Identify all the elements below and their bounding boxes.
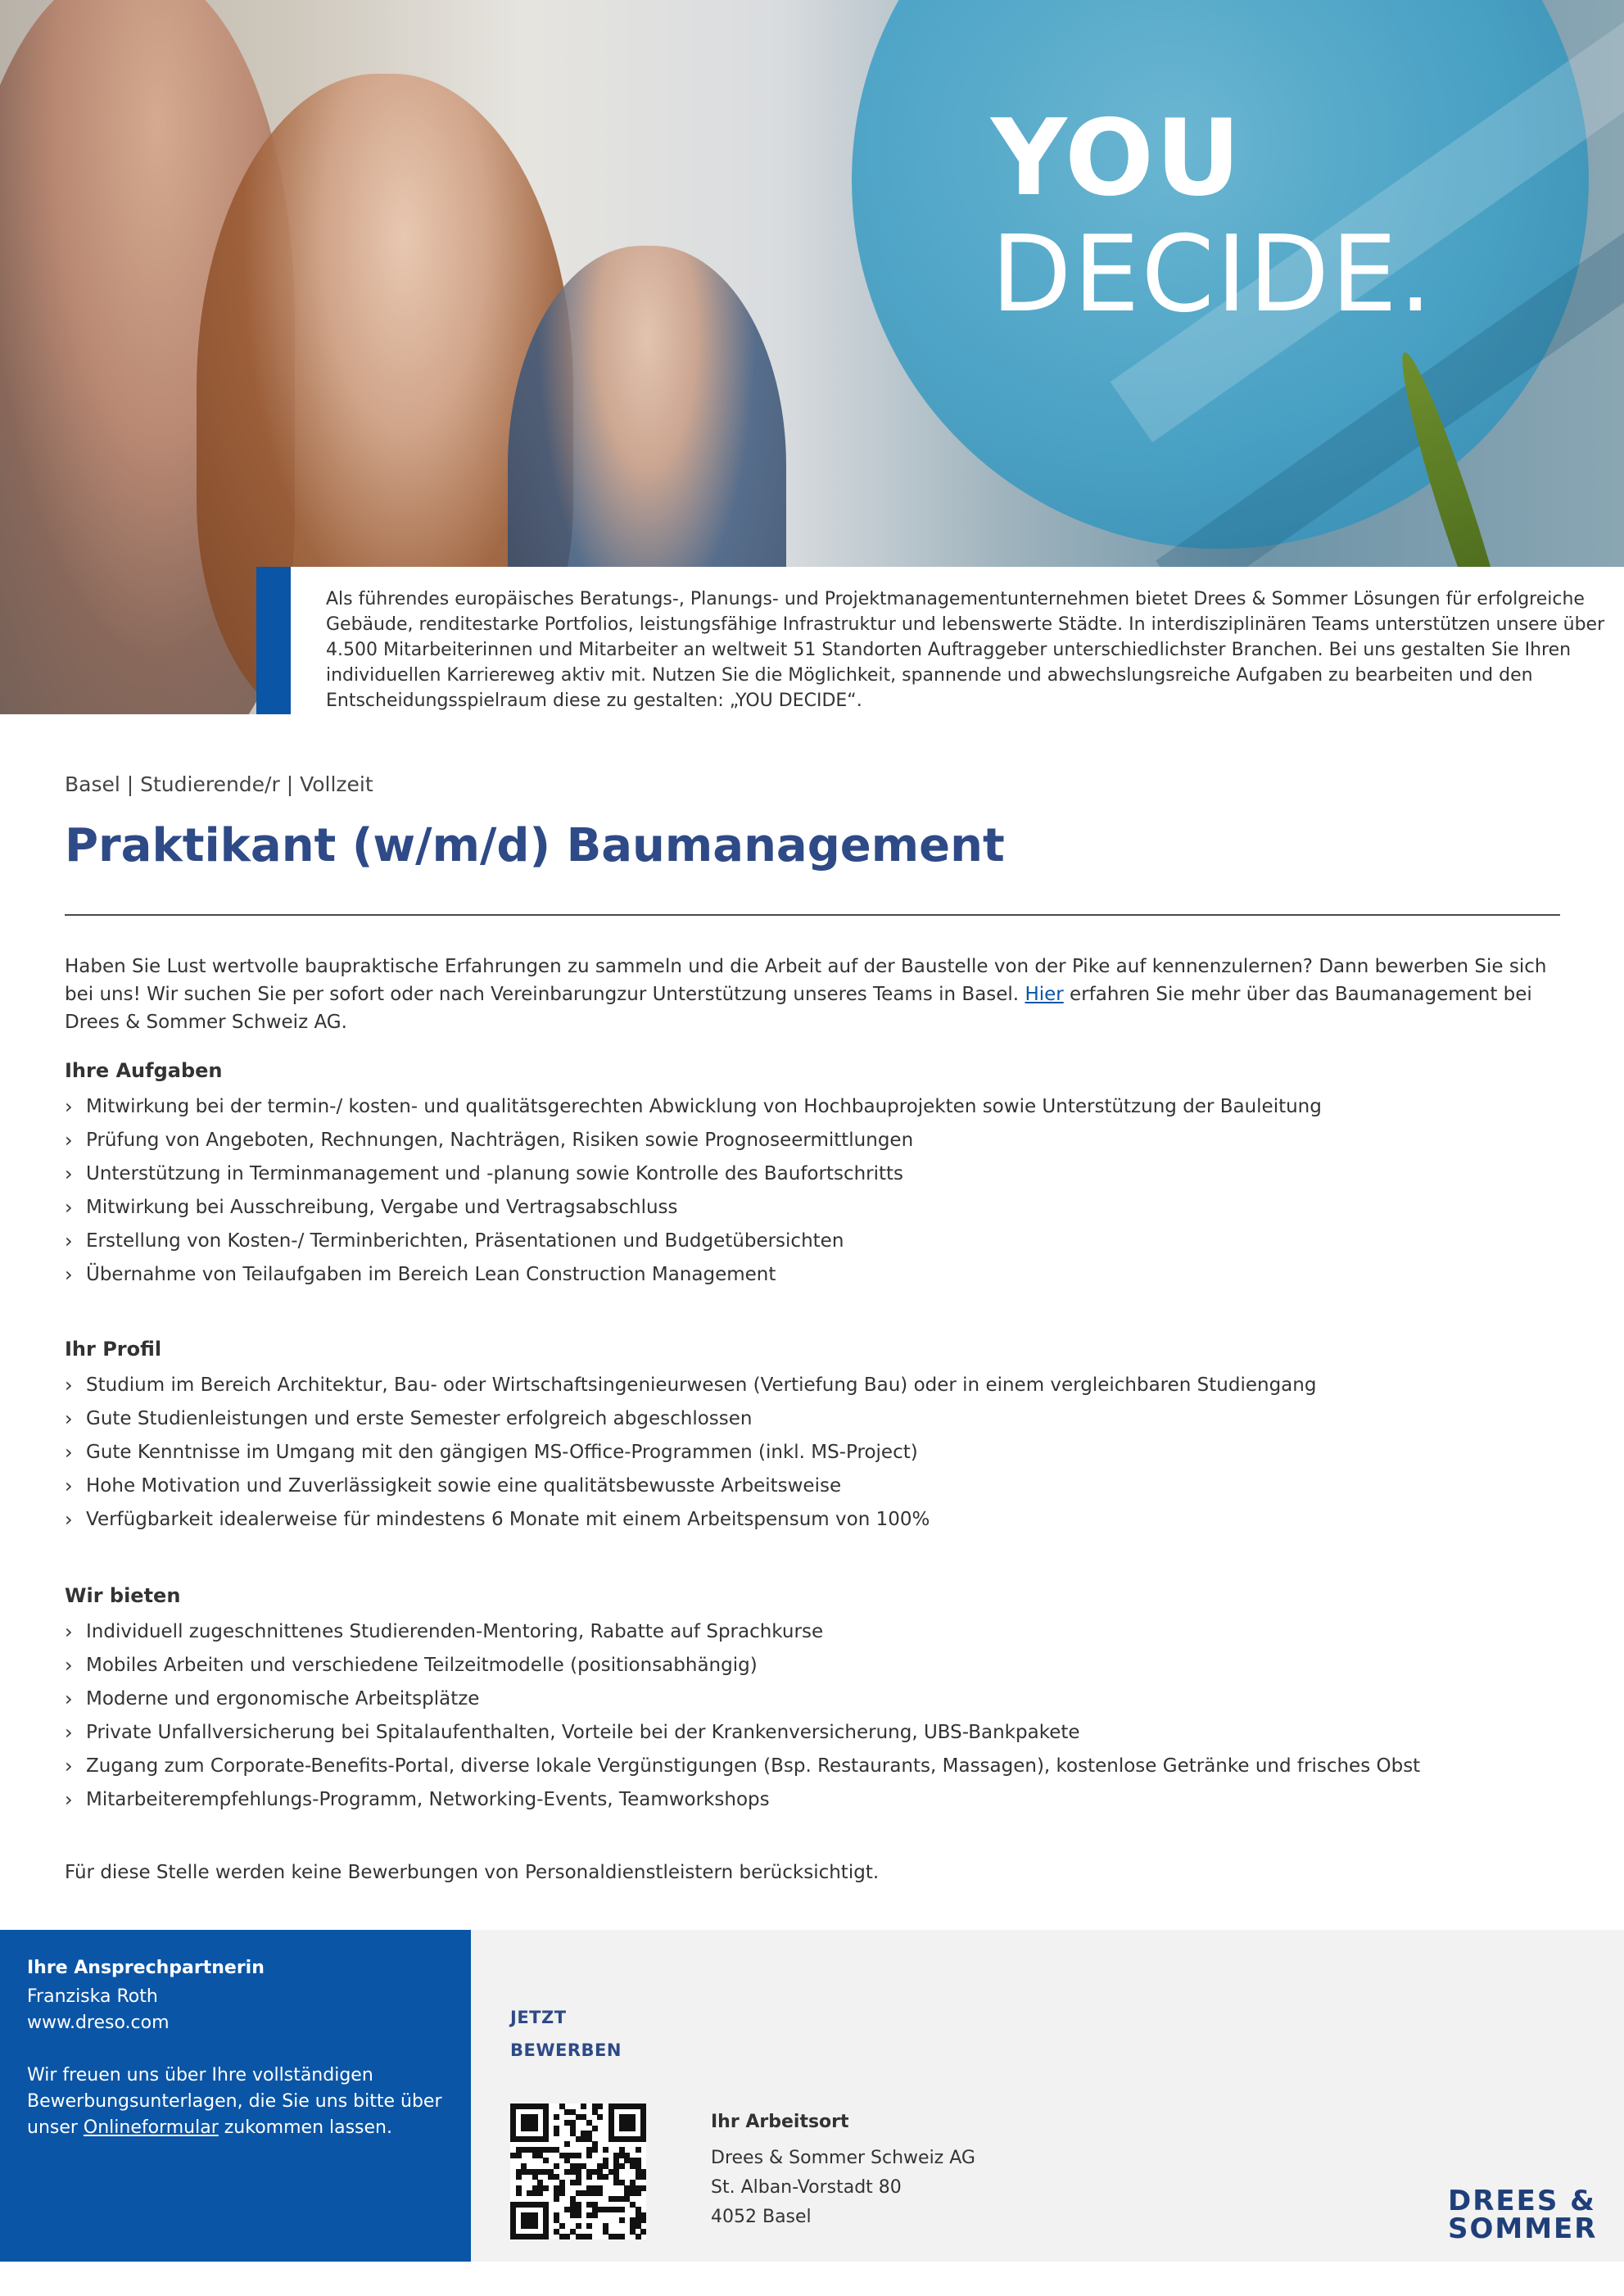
- hero-slogan-line1: YOU: [991, 97, 1242, 220]
- list-item-text: Hohe Motivation und Zuverlässigkeit sowie eine qualitätsbewusste Arbeitsweise: [86, 1475, 842, 1497]
- list-item-text: Zugang zum Corporate-Benefits-Portal, diverse lokale Vergünstigungen (Bsp. Restaurants, Massagen), kostenlose Getränke und frisches Obst: [86, 1755, 1421, 1777]
- qr-module: [640, 2136, 646, 2142]
- contact-name: Franziska Roth: [27, 1986, 158, 2007]
- list-item: [65, 1369, 1563, 1402]
- qr-module: [532, 2223, 538, 2229]
- apply-now-link[interactable]: [510, 2001, 622, 2067]
- chevron-right-icon: ›: [65, 1508, 73, 1531]
- list-item-text: Mitarbeiterempfehlungs-Programm, Networking-Events, Teamworkshops: [86, 1789, 770, 1810]
- list-item-text: Gute Kenntnisse im Umgang mit den gängigen MS-Office-Programmen (inkl. MS-Project): [86, 1442, 918, 1463]
- qr-module: [576, 2212, 581, 2218]
- lead-text-start: Haben Sie Lust wertvolle baupraktische Erfahrungen zu sammeln und die Arbeit auf der Baustelle von der Pike auf kennenzulernen? Dann bewerben Sie sich bei uns! Wir suchen Sie per sofort oder nach Vereinbarungzur Unterstützung unseres Teams in Basel.: [65, 956, 1547, 1005]
- qr-module: [630, 2126, 636, 2131]
- list-item: [65, 1225, 1563, 1258]
- contact-title: Ihre Ansprechpartnerin: [27, 1958, 265, 1978]
- qr-module: [619, 2163, 625, 2169]
- tasks-list: [65, 1090, 1563, 1292]
- chevron-right-icon: ›: [65, 1263, 73, 1286]
- drees-sommer-logo: [1448, 2187, 1597, 2243]
- chevron-right-icon: ›: [65, 1230, 73, 1252]
- tasks-heading: Ihre Aufgaben: [65, 1059, 223, 1082]
- qr-module: [576, 2153, 581, 2158]
- qr-module: [564, 2234, 570, 2239]
- list-item-text: Private Unfallversicherung bei Spitalaufenthalten, Vorteile bei der Krankenversicherung, UBS-Bankpakete: [86, 1722, 1080, 1743]
- qr-module: [603, 2174, 608, 2180]
- list-item: [65, 1436, 1563, 1470]
- profile-list: [65, 1369, 1563, 1537]
- list-item: [65, 1615, 1563, 1649]
- title-divider: [65, 914, 1560, 916]
- job-title: Praktikant (w/m/d) Baumanagement: [65, 819, 1005, 872]
- chevron-right-icon: ›: [65, 1687, 73, 1710]
- apply-line1: JETZT: [510, 2008, 567, 2027]
- logo-line2: SOMMER: [1448, 2212, 1598, 2245]
- qr-module: [636, 2234, 641, 2239]
- qr-module: [603, 2147, 608, 2153]
- contact-message-start: Wir freuen uns über Ihre vollständigen Bewerbungsunterlagen, die Sie uns bitte über unser: [27, 2065, 442, 2138]
- chevron-right-icon: ›: [65, 1374, 73, 1397]
- list-item: [65, 1682, 1563, 1716]
- list-item-text: Studium im Bereich Architektur, Bau- oder Wirtschaftsingenieurwesen (Vertiefung Bau) oder in einem vergleichbaren Studiengang: [86, 1374, 1317, 1396]
- qr-module: [597, 2104, 603, 2109]
- job-lead: [65, 953, 1563, 1036]
- list-item-text: Individuell zugeschnittenes Studierenden-Mentoring, Rabatte auf Sprachkurse: [86, 1621, 824, 1642]
- list-item-text: Unterstützung in Terminmanagement und -planung sowie Kontrolle des Baufortschritts: [86, 1163, 904, 1184]
- chevron-right-icon: ›: [65, 1721, 73, 1744]
- chevron-right-icon: ›: [65, 1441, 73, 1464]
- qr-module: [592, 2126, 598, 2131]
- chevron-right-icon: ›: [65, 1755, 73, 1777]
- chevron-right-icon: ›: [65, 1129, 73, 1152]
- list-item-text: Erstellung von Kosten-/ Terminberichten, Präsentationen und Budgetübersichten: [86, 1230, 844, 1252]
- workplace-title: Ihr Arbeitsort: [711, 2112, 849, 2132]
- qr-module: [576, 2180, 581, 2185]
- chevron-right-icon: ›: [65, 1654, 73, 1677]
- qr-module: [543, 2136, 549, 2142]
- list-item-text: Prüfung von Angeboten, Rechnungen, Nachträgen, Risiken sowie Prognoseermittlungen: [86, 1130, 914, 1151]
- qr-module: [586, 2234, 592, 2239]
- qr-module: [636, 2190, 641, 2196]
- qr-module: [581, 2104, 586, 2109]
- list-item: [65, 1649, 1563, 1682]
- list-item: [65, 1258, 1563, 1292]
- qr-module: [554, 2131, 559, 2136]
- qr-module: [592, 2147, 598, 2153]
- qr-module: [516, 2153, 522, 2158]
- qr-module: [597, 2114, 603, 2120]
- intro-accent-bar: [256, 567, 291, 714]
- contact-message-end: zukommen lassen.: [218, 2117, 392, 2138]
- list-item: [65, 1783, 1563, 1817]
- qr-module: [554, 2196, 559, 2202]
- list-item-text: Moderne und ergonomische Arbeitsplätze: [86, 1688, 480, 1710]
- agency-note: Für diese Stelle werden keine Bewerbungen von Personaldienstleistern berücksichtigt.: [65, 1862, 880, 1883]
- qr-module: [597, 2190, 603, 2196]
- qr-module: [619, 2207, 625, 2212]
- workplace-company: Drees & Sommer Schweiz AG: [711, 2148, 975, 2168]
- qr-module: [537, 2190, 543, 2196]
- list-item-text: Mitwirkung bei der termin-/ kosten- und qualitätsgerechten Abwicklung von Hochbauprojekten sowie Unterstützung der Bauleitung: [86, 1096, 1322, 1117]
- qr-module: [543, 2158, 549, 2163]
- list-item-text: Mobiles Arbeiten und verschiedene Teilzeitmodelle (positionsabhängig): [86, 1655, 758, 1676]
- contact-message: [27, 2063, 453, 2141]
- list-item: [65, 1750, 1563, 1783]
- qr-module: [532, 2126, 538, 2131]
- profile-heading: Ihr Profil: [65, 1338, 162, 1361]
- list-item: [65, 1124, 1563, 1157]
- qr-module: [586, 2223, 592, 2229]
- workplace-city: 4052 Basel: [711, 2207, 812, 2227]
- hier-link[interactable]: Hier: [1025, 984, 1064, 1005]
- intro-text: Als führendes europäisches Beratungs-, Planungs- und Projektmanagementunternehmen bietet Drees & Sommer Lösungen für erfolgreiche Gebäude, renditestarke Portfolios, leistungsfähige Infrastruktur und lebenswerte Städte. In interdisziplinären Teams unterstützen unsere über 4.500 Mitarbeiterinnen und Mitarbeiter an weltweit 51 Standorten Auftraggeber unterschiedlichster Branchen. Bei uns gestalten Sie Ihren individuellen Karriereweg aktiv mit. Nutzen Sie die Möglichkeit, spannende und abwechslungsreiche Aufgaben zu bearbeiten und den Entscheidungsspielraum diese zu gestalten: „YOU DECIDE“.: [326, 589, 1605, 711]
- qr-module: [619, 2234, 625, 2239]
- list-item: [65, 1402, 1563, 1436]
- list-item-text: Gute Studienleistungen und erste Semester erfolgreich abgeschlossen: [86, 1408, 753, 1429]
- chevron-right-icon: ›: [65, 1788, 73, 1811]
- qr-module: [586, 2174, 592, 2180]
- workplace-street: St. Alban-Vorstadt 80: [711, 2177, 902, 2198]
- qr-module: [516, 2174, 522, 2180]
- list-item: [65, 1191, 1563, 1225]
- qr-module: [636, 2147, 641, 2153]
- apply-line2: BEWERBEN: [510, 2040, 622, 2060]
- list-item: [65, 1470, 1563, 1503]
- chevron-right-icon: ›: [65, 1620, 73, 1643]
- contact-website[interactable]: www.dreso.com: [27, 2013, 170, 2033]
- qr-module: [543, 2185, 549, 2191]
- list-item-text: Übernahme von Teilaufgaben im Bereich Lean Construction Management: [86, 1264, 776, 1285]
- hero-slogan: [991, 97, 1434, 336]
- qr-module: [543, 2234, 549, 2239]
- chevron-right-icon: ›: [65, 1474, 73, 1497]
- qr-code[interactable]: [510, 2104, 646, 2239]
- qr-module: [640, 2229, 646, 2235]
- chevron-right-icon: ›: [65, 1196, 73, 1219]
- qr-module: [559, 2190, 565, 2196]
- qr-module: [592, 2212, 598, 2218]
- qr-module: [516, 2190, 522, 2196]
- job-meta: Basel | Studierende/r | Vollzeit: [65, 772, 373, 796]
- list-item: [65, 1157, 1563, 1191]
- offer-section: [65, 1584, 1563, 1817]
- chevron-right-icon: ›: [65, 1407, 73, 1430]
- qr-module: [640, 2217, 646, 2223]
- qr-module: [559, 2223, 565, 2229]
- tasks-section: [65, 1059, 1563, 1292]
- chevron-right-icon: ›: [65, 1095, 73, 1118]
- list-item: [65, 1716, 1563, 1750]
- qr-module: [554, 2114, 559, 2120]
- chevron-right-icon: ›: [65, 1162, 73, 1185]
- qr-module: [640, 2185, 646, 2191]
- list-item-text: Verfügbarkeit idealerweise für mindestens 6 Monate mit einem Arbeitspensum von 100%: [86, 1509, 930, 1530]
- logo-line1: DREES &: [1448, 2185, 1596, 2217]
- list-item: [65, 1503, 1563, 1537]
- qr-module: [586, 2153, 592, 2158]
- hero-slogan-line2: DECIDE.: [991, 214, 1434, 336]
- qr-module: [554, 2163, 559, 2169]
- onlineformular-link[interactable]: Onlineformular: [83, 2117, 219, 2138]
- qr-module: [619, 2217, 625, 2223]
- profile-section: [65, 1338, 1563, 1537]
- list-item-text: Mitwirkung bei Ausschreibung, Vergabe und Vertragsabschluss: [86, 1197, 678, 1218]
- qr-module: [640, 2174, 646, 2180]
- offer-list: [65, 1615, 1563, 1817]
- list-item: [65, 1090, 1563, 1124]
- offer-heading: Wir bieten: [65, 1584, 181, 1607]
- qr-module: [564, 2141, 570, 2147]
- qr-module: [576, 2223, 581, 2229]
- lead-text-end: erfahren Sie mehr über das Baumanagement bei Drees & Sommer Schweiz AG.: [65, 984, 1532, 1033]
